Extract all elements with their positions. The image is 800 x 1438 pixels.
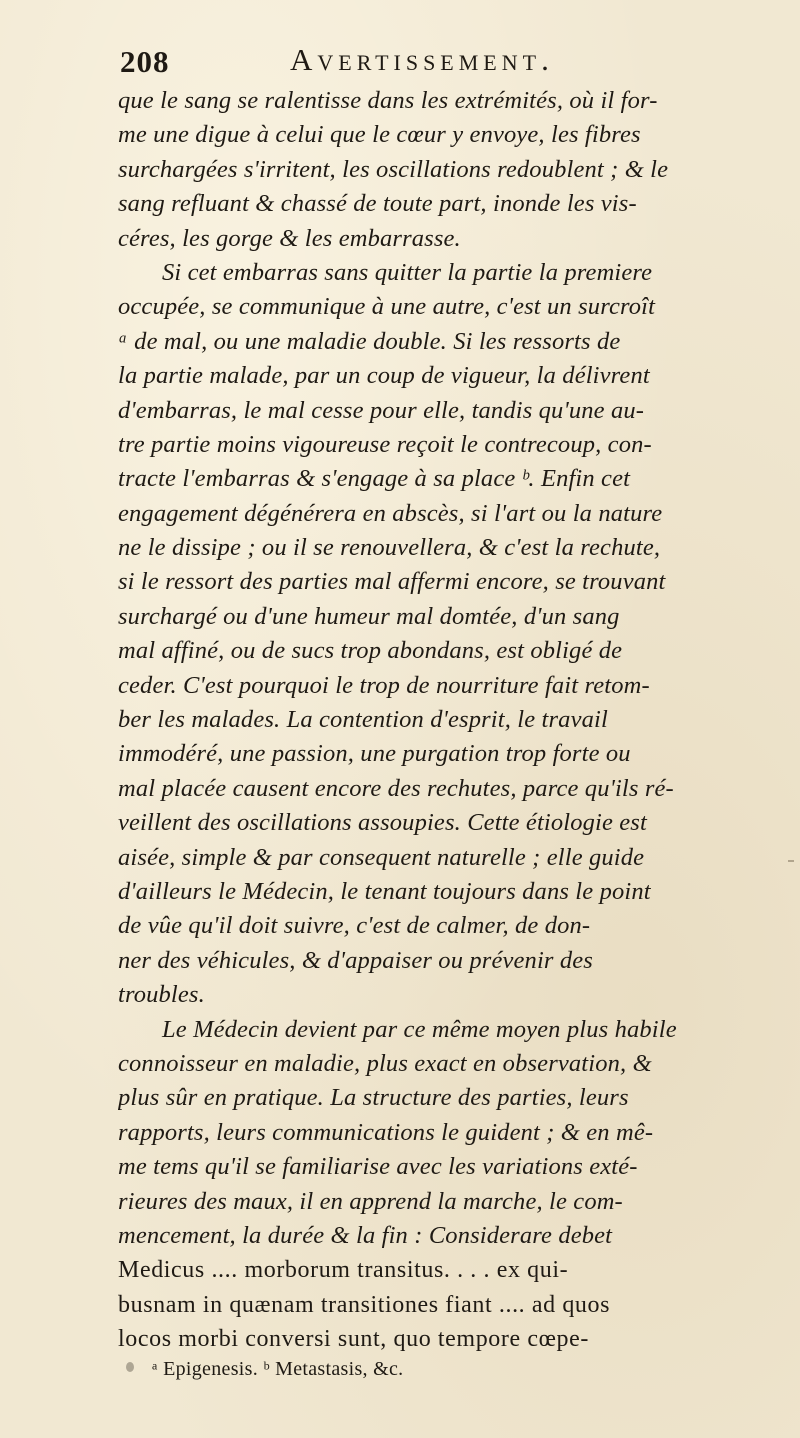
- running-head: Avertissement.: [290, 42, 554, 77]
- text-line: ne le dissipe ; ou il se renouvellera, & c'est la rechute,: [118, 534, 661, 562]
- text-line: de vûe qu'il doit suivre, c'est de calmer, de don-: [118, 912, 591, 940]
- text-line: ner des véhicules, & d'appaiser ou prévenir des: [118, 946, 593, 974]
- text-line: d'embarras, le mal cesse pour elle, tandis qu'une au-: [118, 396, 645, 424]
- latin-quote-line: Medicus .... morborum transitus. . . . ex qui-: [118, 1257, 569, 1284]
- ink-blot: [126, 1362, 134, 1372]
- latin-quote-line: busnam in quænam transitiones fiant .... ad quos: [118, 1291, 611, 1318]
- text-line: me tems qu'il se familiarise avec les variations exté-: [118, 1153, 638, 1181]
- text-line: tre partie moins vigoureuse reçoit le contrecoup, con-: [118, 430, 652, 458]
- text-line: que le sang se ralentisse dans les extrémités, où il for-: [118, 87, 658, 114]
- text-line: céres, les gorge & les embarrasse.: [118, 224, 461, 252]
- text-line: immodéré, une passion, une purgation trop forte ou: [118, 740, 631, 768]
- text-line: rapports, leurs communications le guident ; & en mê-: [118, 1118, 654, 1146]
- text-line: plus sûr en pratique. La structure des parties, leurs: [118, 1084, 629, 1112]
- text-line: surchargé ou d'une humeur mal domtée, d'un sang: [118, 602, 620, 630]
- text-line: d'ailleurs le Médecin, le tenant toujours dans le point: [118, 877, 651, 905]
- text-line: troubles.: [118, 981, 205, 1009]
- text-line: ceder. C'est pourquoi le trop de nourriture fait retom-: [118, 671, 650, 699]
- text-line: tracte l'embarras & s'engage à sa place ᵇ. Enfin cet: [118, 465, 631, 493]
- text-line: ber les malades. La contention d'esprit, le travail: [118, 706, 608, 734]
- text-line: aisée, simple & par consequent naturelle ; elle guide: [118, 843, 645, 871]
- text-line: la partie malade, par un coup de vigueur, la délivrent: [118, 362, 650, 390]
- text-line: connoisseur en maladie, plus exact en observation, &: [118, 1049, 652, 1077]
- text-line: engagement dégénérera en abscès, si l'art ou la nature: [118, 499, 663, 527]
- footnote: ᵃ Epigenesis. ᵇ Metastasis, &c.: [152, 1358, 404, 1380]
- text-line: sang refluant & chassé de toute part, inonde les vis-: [118, 190, 637, 218]
- text-line: rieures des maux, il en apprend la marche, le com-: [118, 1187, 623, 1215]
- text-line: veillent des oscillations assoupies. Cette étiologie est: [118, 809, 647, 837]
- page-number: 208: [120, 44, 170, 79]
- text-line: ᵃ de mal, ou une maladie double. Si les ressorts de: [118, 327, 621, 355]
- text-line: mal affiné, ou de sucs trop abondans, est obligé de: [118, 637, 623, 665]
- text-line: me une digue à celui que le cœur y envoye, les fibres: [118, 121, 641, 149]
- latin-quote-line: locos morbi conversi sunt, quo tempore cœpe-: [118, 1326, 589, 1353]
- text-line: occupée, se communique à une autre, c'est un surcroît: [118, 293, 656, 321]
- paragraph-start-line: Le Médecin devient par ce même moyen plus habile: [162, 1015, 677, 1043]
- page-header: [120, 40, 680, 84]
- text-line: mal placée causent encore des rechutes, parce qu'ils ré-: [118, 774, 674, 802]
- paragraph-start-line: Si cet embarras sans quitter la partie la premiere: [162, 258, 653, 286]
- body-text: [118, 84, 790, 1356]
- text-line: mencement, la durée & la fin : Considerare debet: [118, 1221, 613, 1249]
- text-line: si le ressort des parties mal affermi encore, se trouvant: [118, 568, 666, 596]
- page-edge-mark: [788, 860, 794, 862]
- text-line: surchargées s'irritent, les oscillations redoublent ; & le: [118, 155, 669, 183]
